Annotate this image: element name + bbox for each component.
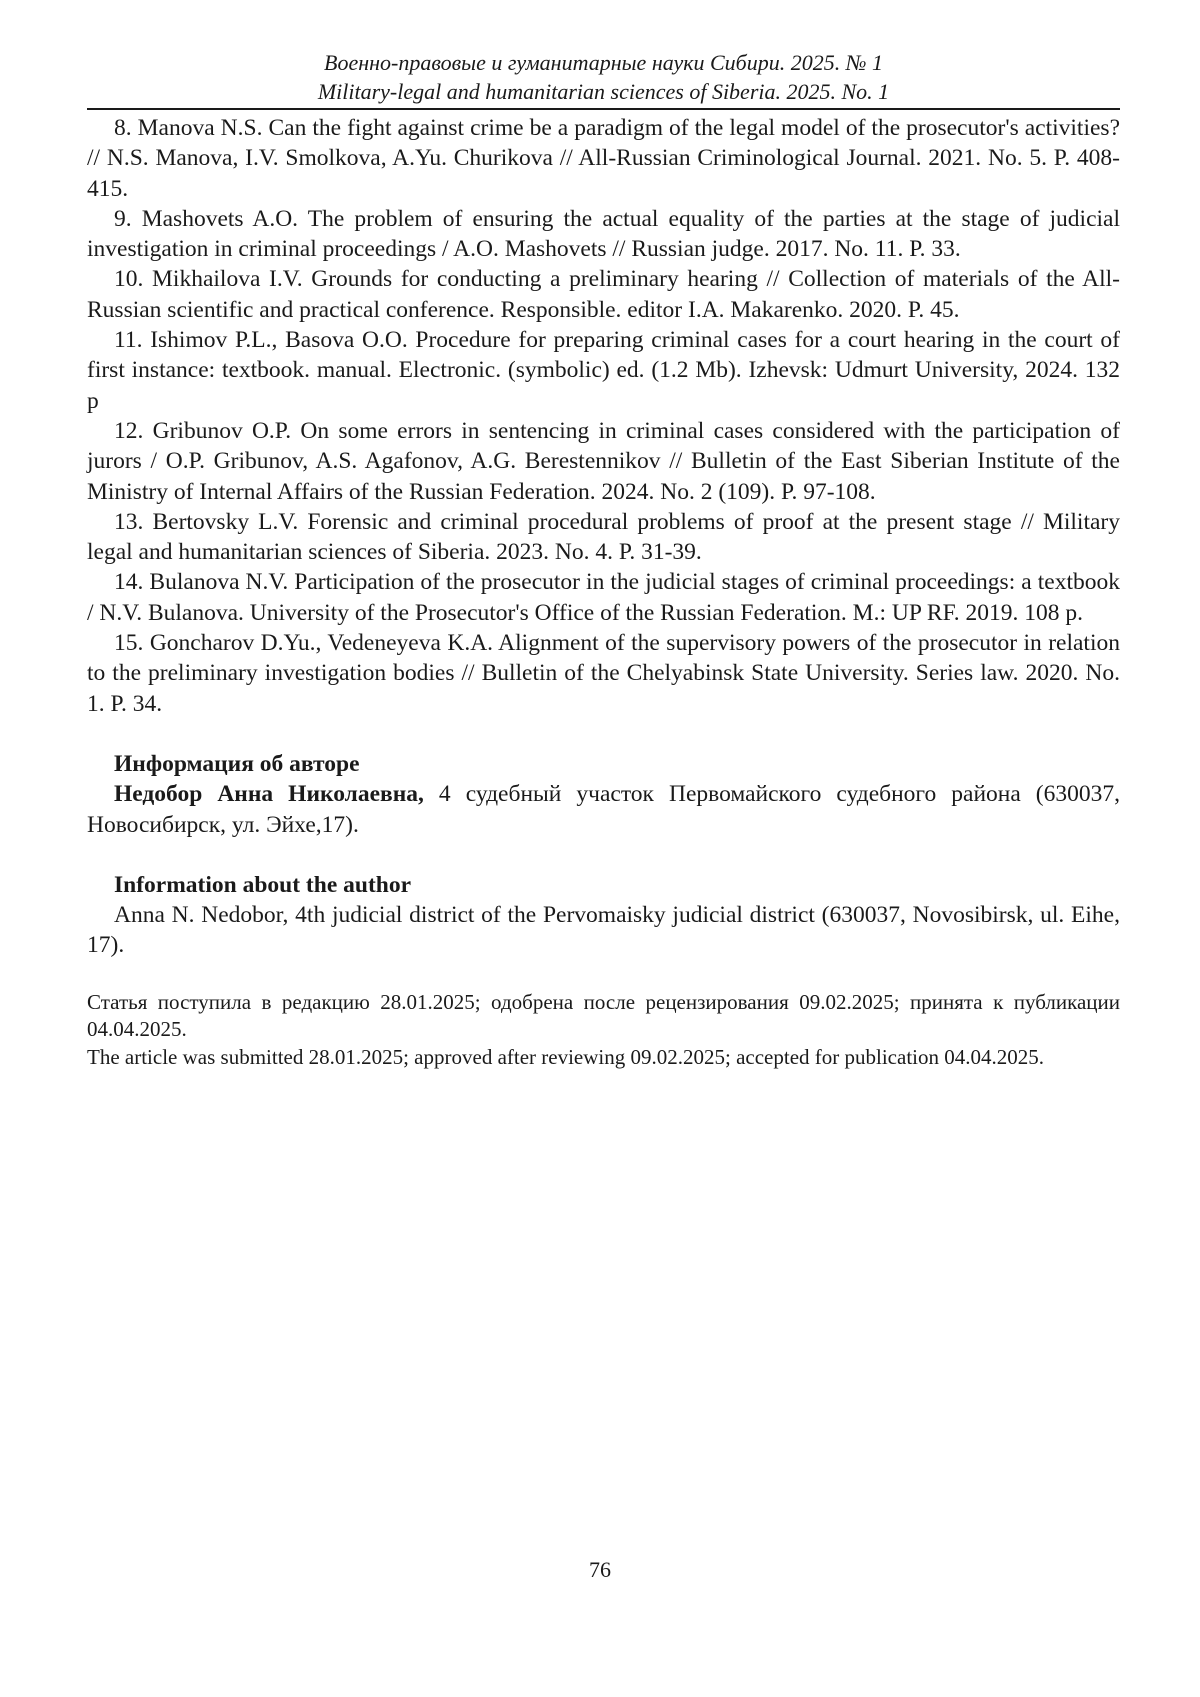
spacer bbox=[87, 961, 1120, 989]
reference-item-10: 10. Mikhailova I.V. Grounds for conducting a preliminary hearing // Collection of materials of the All-Russian scientific and practical conference. Responsible. editor I.A. Makarenko. 2020. P. 45. bbox=[87, 266, 1120, 323]
author-info-ru-text bbox=[87, 779, 1120, 840]
page bbox=[87, 48, 1120, 1071]
reference-item-12: 12. Gribunov O.P. On some errors in sentencing in criminal cases considered with the participation of jurors / O.P. Gribunov, A.S. Agafonov, A.G. Berestennikov // Bulletin of the East Siberian Institute of the Ministry of Internal Affairs of the Russian Federation. 2024. No. 2 (109). P. 97-108. bbox=[87, 417, 1120, 505]
reference-item-9: 9. Mashovets A.O. The problem of ensuring the actual equality of the parties at the stage of judicial investigation in criminal proceedings / A.O. Mashovets // Russian judge. 2017. No. 11. P. 33. bbox=[87, 205, 1120, 263]
author-info-en bbox=[87, 870, 1120, 961]
header-title-en: Military-legal and humanitarian sciences of Siberia. 2025. No. 1 bbox=[317, 79, 890, 104]
author-info-en-heading: Information about the author bbox=[114, 871, 412, 898]
author-name-ru: Недобор Анна Николаевна, bbox=[114, 781, 424, 808]
page-number: 76 bbox=[589, 1557, 611, 1582]
reference-item-14: 14. Bulanova N.V. Participation of the prosecutor in the judicial stages of criminal proceedings: a textbook / N.V. Bulanova. University of the Prosecutor's Office of the Russian Federation. M.: UP RF. 2019. 108 p. bbox=[87, 569, 1120, 626]
author-details-ru: 4 судебный участок Первомайского судебного района (630037, Новосибирск, ул. Эйхе,17). bbox=[87, 781, 1121, 838]
article-dates bbox=[87, 989, 1120, 1072]
spacer bbox=[87, 719, 1120, 749]
author-info-en-text: Anna N. Nedobor, 4th judicial district of the Pervomaisky judicial district (630037, Novosibirsk, ul. Eihe, 17). bbox=[87, 902, 1120, 959]
article-dates-en: The article was submitted 28.01.2025; approved after reviewing 09.02.2025; accepted for publication 04.04.2025. bbox=[87, 1044, 1044, 1069]
reference-item-8: 8. Manova N.S. Can the fight against crime be a paradigm of the legal model of the prosecutor's activities? // N.S. Manova, I.V. Smolkova, A.Yu. Churikova // All-Russian Criminological Journal. 2021. No. 5. P. 408-415. bbox=[87, 115, 1120, 202]
article-dates-ru: Статья поступила в редакцию 28.01.2025; одобрена после рецензирования 09.02.2025; принята к публикации 04.04.2025. bbox=[87, 989, 1120, 1042]
reference-item-15: 15. Goncharov D.Yu., Vedeneyeva K.A. Alignment of the supervisory powers of the prosecutor in relation to the preliminary investigation bodies // Bulletin of the Chelyabinsk State University. Series law. 2020. No. 1. P. 34. bbox=[87, 630, 1120, 717]
header-divider bbox=[87, 108, 1120, 110]
reference-item-11: 11. Ishimov P.L., Basova O.O. Procedure for preparing criminal cases for a court hearing in the court of first instance: textbook. manual. Electronic. (symbolic) ed. (1.2 Mb). Izhevsk: Udmurt University, 2024. 132 p bbox=[87, 327, 1120, 414]
author-info-ru-heading: Информация об авторе bbox=[114, 750, 360, 777]
reference-item-13: 13. Bertovsky L.V. Forensic and criminal procedural problems of proof at the present stage // Military legal and humanitarian sciences of Siberia. 2023. No. 4. P. 31-39. bbox=[87, 508, 1120, 566]
reference-list bbox=[87, 113, 1120, 719]
spacer bbox=[87, 840, 1120, 870]
running-header bbox=[87, 48, 1120, 106]
header-title-ru: Военно-правовые и гуманитарные науки Сибири. 2025. № 1 bbox=[324, 50, 883, 75]
author-info-ru bbox=[87, 749, 1120, 840]
